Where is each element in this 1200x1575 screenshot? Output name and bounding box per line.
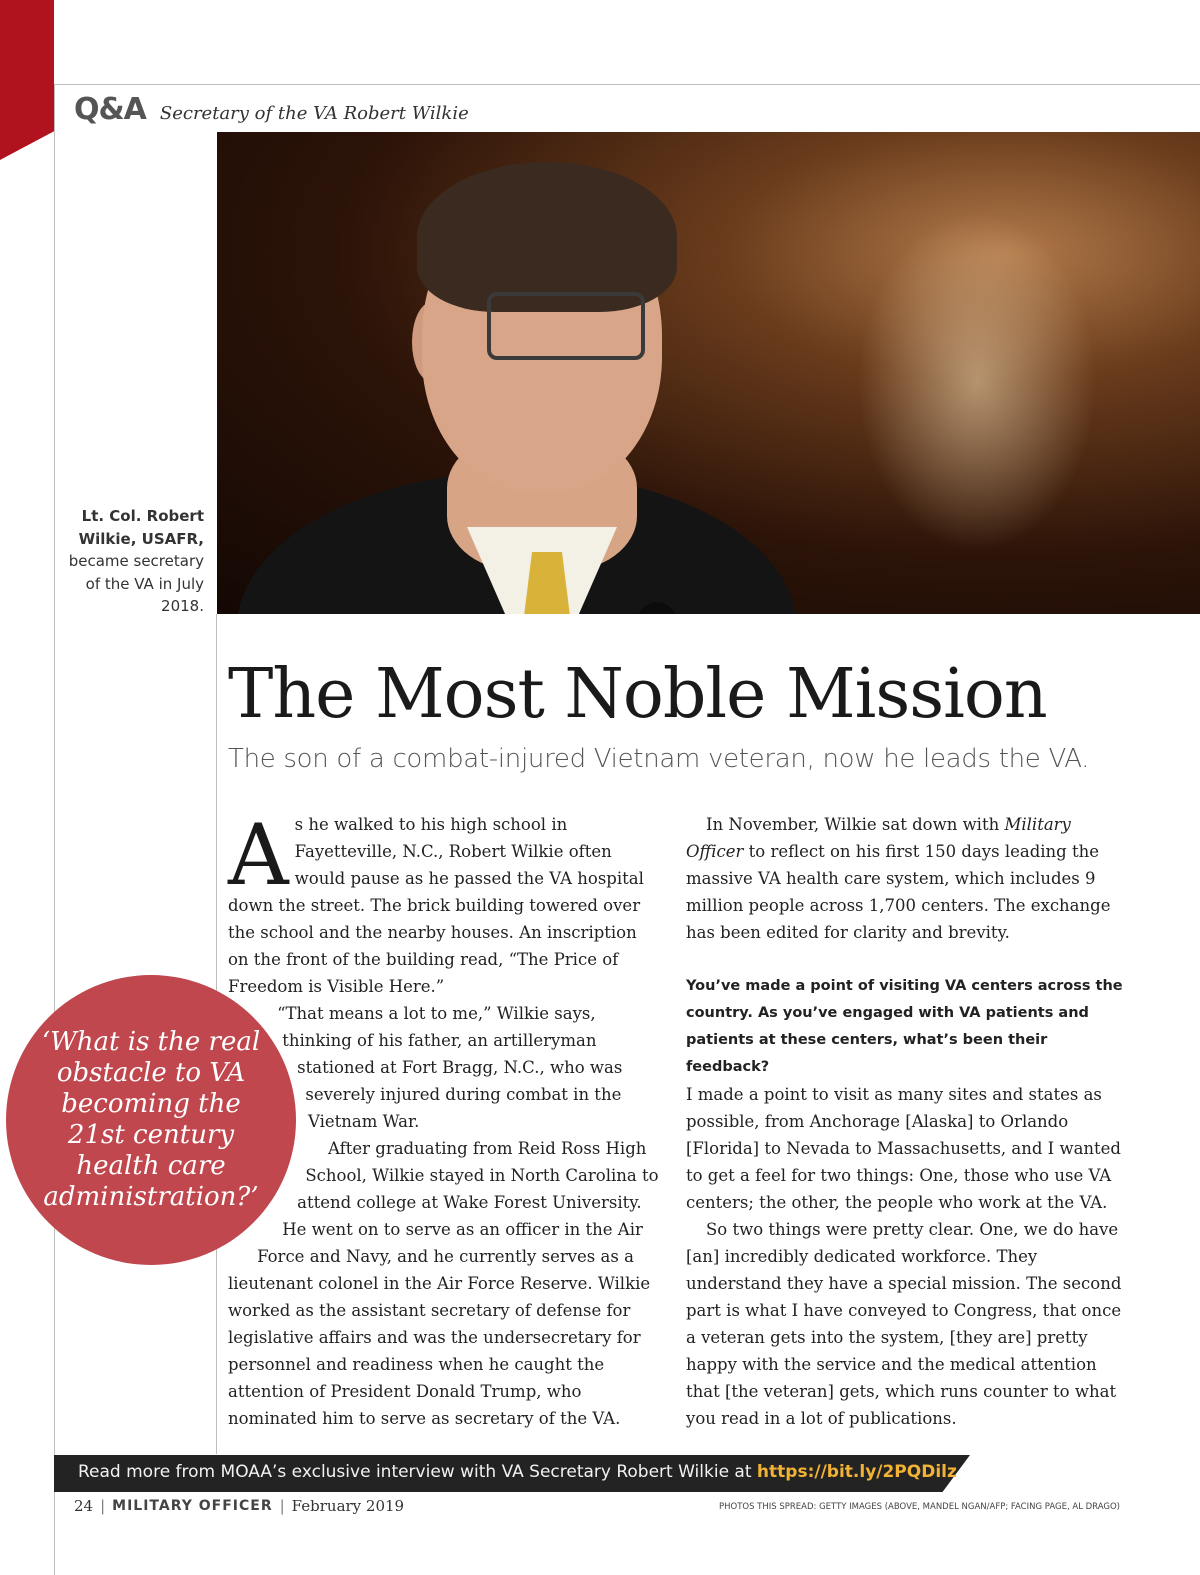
issue-date: February 2019 bbox=[291, 1497, 405, 1515]
pull-quote bbox=[6, 975, 296, 1265]
corner-accent bbox=[0, 0, 54, 160]
page-number: 24 bbox=[74, 1497, 94, 1515]
magazine-title: MILITARY OFFICER bbox=[112, 1498, 273, 1514]
portrait-photo bbox=[217, 132, 1200, 614]
paragraph: In November, Wilkie sat down with Military Officer to reflect on his first 150 days leading the massive VA health care system, which includes 9 million people across 1,700 centers. The exchange has been edited for clarity and brevity. bbox=[686, 815, 1111, 942]
interview-question: You’ve made a point of visiting VA centers across the country. As you’ve engaged with VA patients and patients at these centers, what’s been their feedback? bbox=[686, 978, 1123, 1075]
page-footer: 24 | MILITARY OFFICER | February 2019 bbox=[74, 1497, 405, 1515]
interview-answer: I made a point to visit as many sites and states as possible, from Anchorage [Alaska] to Orlando [Florida] to Nevada to Massachusetts, and I wanted to get a feel for two things: One, those who use VA centers; the other, the people who work at the VA. bbox=[686, 1085, 1121, 1212]
section-header bbox=[74, 92, 469, 127]
read-more-link[interactable]: https://bit.ly/2PQDilz bbox=[756, 1462, 957, 1482]
paragraph: After graduating from Reid Ross High School, Wilkie stayed in North Carolina to attend college at Wake Forest University. He went on to serve as an officer in the Air Force and Navy, and he currently serves as a lieutenant colonel in the Air Force Reserve. Wilkie worked as the assistant secretary of defense for legislative affairs and was the undersecretary for personnel and readiness when he caught the attention of President Donald Trump, who nominated him to serve as secretary of the VA. bbox=[228, 1139, 659, 1428]
caption-name: Lt. Col. Robert Wilkie, USAFR, bbox=[78, 507, 204, 548]
paragraph: s he walked to his high school in Fayetteville, N.C., Robert Wilkie often would pause as he passed the VA hospital down the street. The brick building towered over the school and the nearby houses. An inscription on the front of the building read, “The Price of Freedom is Visible Here.” bbox=[228, 815, 644, 996]
section-subtitle: Secretary of the VA Robert Wilkie bbox=[159, 103, 469, 124]
article-deck: The son of a combat-injured Vietnam veteran, now he leads the VA. bbox=[228, 744, 1090, 774]
interview-answer: So two things were pretty clear. One, we do have [an] incredibly dedicated workforce. They understand they have a special mission. The second part is what I have conveyed to Congress, that once a veteran gets into the system, [they are] pretty happy with the service and the medical attention that [the veteran] gets, which runs counter to what you read in a lot of publications. bbox=[686, 1220, 1122, 1428]
section-label: Q&A bbox=[74, 92, 146, 127]
pull-quote-text: ‘What is the real obstacle to VA becoming the 21st century health care administration?’ bbox=[41, 1027, 261, 1212]
top-rule bbox=[54, 84, 1200, 85]
magazine-name: Military Officer bbox=[686, 815, 1071, 861]
read-more-text: Read more from MOAA’s exclusive interview with VA Secretary Robert Wilkie at https://bit.ly/2PQDilz bbox=[78, 1462, 957, 1482]
left-rule bbox=[54, 84, 55, 1575]
article-title: The Most Noble Mission bbox=[228, 655, 1047, 734]
paragraph: “That means a lot to me,” Wilkie says, thinking of his father, an artilleryman stationed at Fort Bragg, N.C., who was severely injured during combat in the Vietnam War. bbox=[277, 1004, 623, 1131]
photo-credits: PHOTOS THIS SPREAD: GETTY IMAGES (ABOVE, MANDEL NGAN/AFP; FACING PAGE, AL DRAGO) bbox=[718, 1502, 1120, 1512]
drop-cap: A bbox=[228, 806, 289, 904]
caption-text: became secretary of the VA in July 2018. bbox=[68, 552, 204, 615]
article-column-2 bbox=[686, 811, 1126, 1432]
photo-caption bbox=[60, 505, 204, 618]
